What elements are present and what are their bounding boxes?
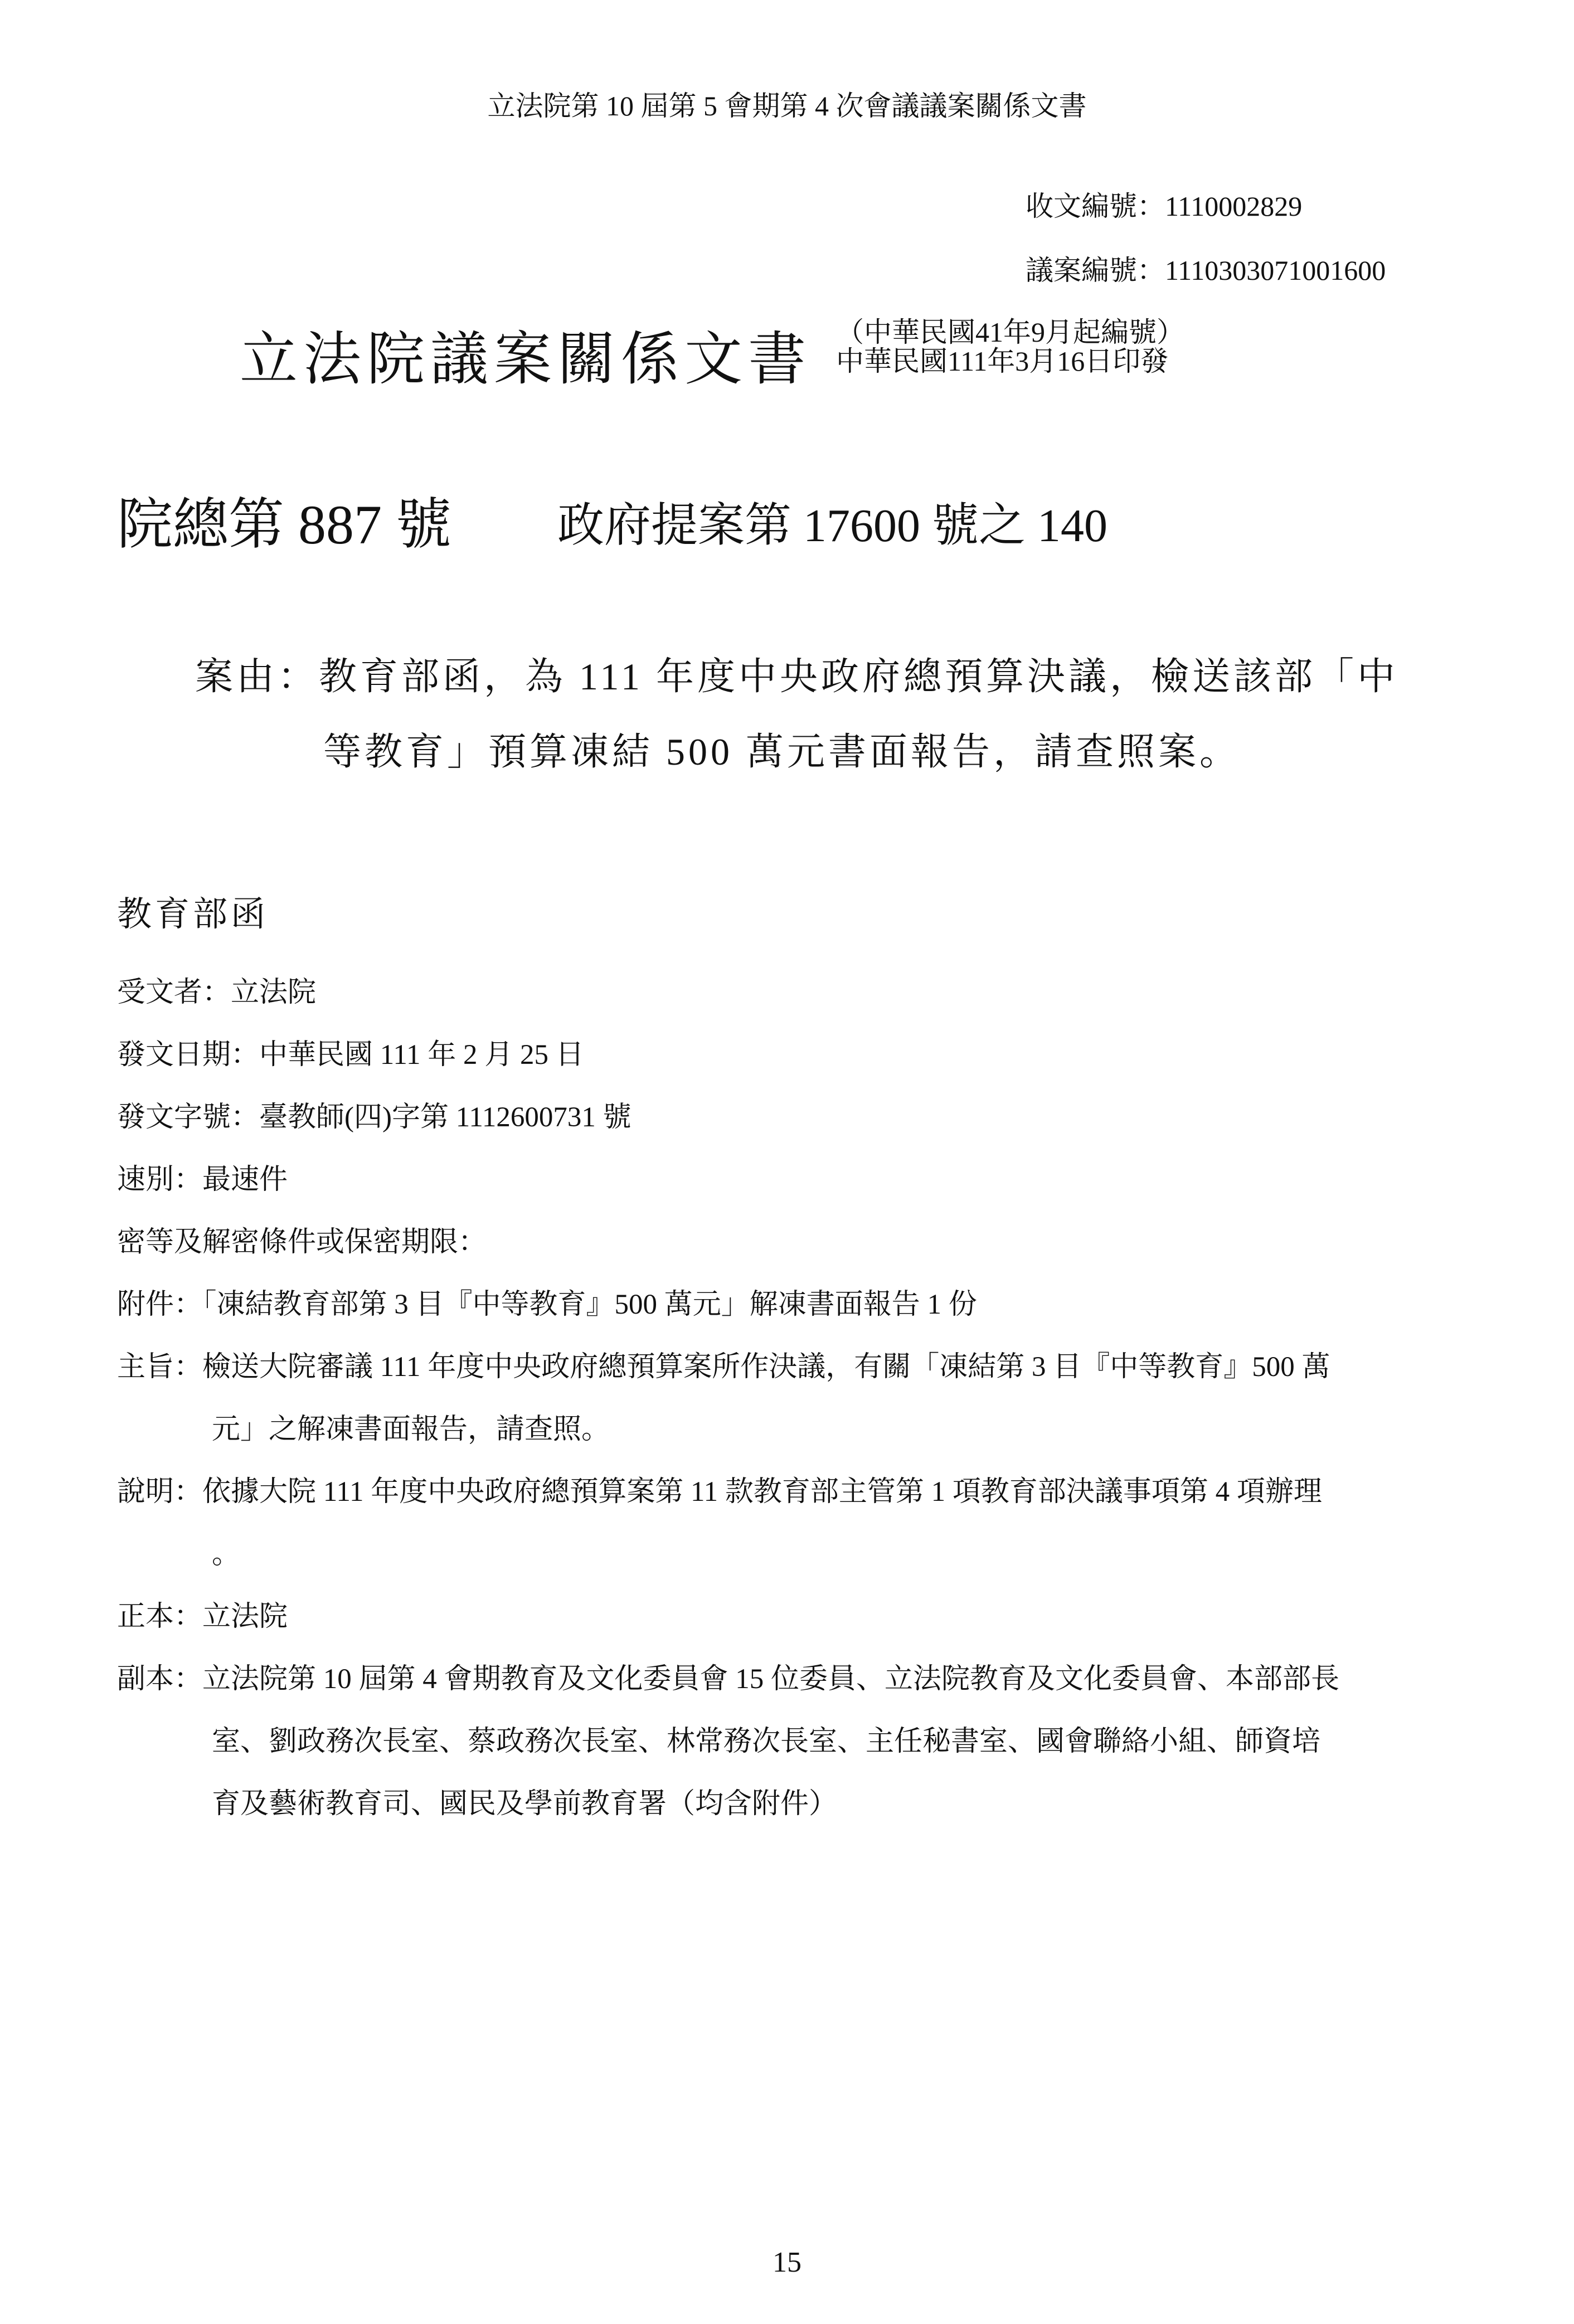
purport-line-1: 主旨：檢送大院審議 111 年度中央政府總預算案所作決議，有關「凍結第 3 目『中等教育』500 萬 — [117, 1351, 1330, 1383]
page-number: 15 — [773, 2247, 801, 2278]
receipt-number: 收文編號：1110002829 — [1026, 191, 1303, 222]
document-title: 立法院議案關係文書 — [240, 328, 812, 392]
bill-number: 議案編號：1110303071001600 — [1026, 255, 1386, 286]
purport-line-2: 元」之解凍書面報告，請查照。 — [212, 1414, 610, 1445]
letter-heading: 教育部函 — [117, 896, 269, 934]
explanation-line-2: 。 — [212, 1539, 241, 1570]
subject-line-2: 等教育」預算凍結 500 萬元書面報告，請查照案。 — [323, 731, 1241, 773]
copies-line-1: 副本：立法院第 10 屆第 4 會期教育及文化委員會 15 位委員、立法院教育及文化委員會、本部部長 — [117, 1664, 1340, 1695]
title-note — [836, 318, 1184, 376]
recipient-field: 受文者：立法院 — [117, 977, 317, 1008]
date-field: 發文日期：中華民國 111 年 2 月 25 日 — [117, 1039, 584, 1071]
priority-field: 速別：最速件 — [117, 1164, 288, 1195]
explanation-line-1: 說明：依據大院 111 年度中央政府總預算案第 11 款教育部主管第 1 項教育部決議事項第 4 項辦理 — [117, 1476, 1322, 1508]
copies-line-3: 育及藝術教育司、國民及學前教育署（均含附件） — [212, 1788, 838, 1820]
subject-line-1: 案由：教育部函，為 111 年度中央政府總預算決議，檢送該部「中 — [195, 655, 1398, 698]
proposal-number: 政府提案第 17600 號之 140 — [557, 500, 1108, 552]
original-recipient-field: 正本：立法院 — [117, 1601, 288, 1632]
attachment-field: 附件：「凍結教育部第 3 目『中等教育』500 萬元」解凍書面報告 1 份 — [117, 1289, 977, 1320]
series-number: 院總第 887 號 — [117, 494, 451, 556]
title-note-line-2: 中華民國111年3月16日印發 — [836, 346, 1169, 377]
copies-line-2: 室、劉政務次長室、蔡政務次長室、林常務次長室、主任秘書室、國會聯絡小組、師資培 — [212, 1726, 1321, 1757]
reference-number-field: 發文字號：臺教師(四)字第 1112600731 號 — [117, 1102, 631, 1133]
classification-field: 密等及解密條件或保密期限： — [117, 1227, 487, 1258]
running-header: 立法院第 10 屆第 5 會期第 4 次會議議案關係文書 — [487, 90, 1087, 121]
title-note-line-1: （中華民國41年9月起編號） — [836, 317, 1184, 348]
